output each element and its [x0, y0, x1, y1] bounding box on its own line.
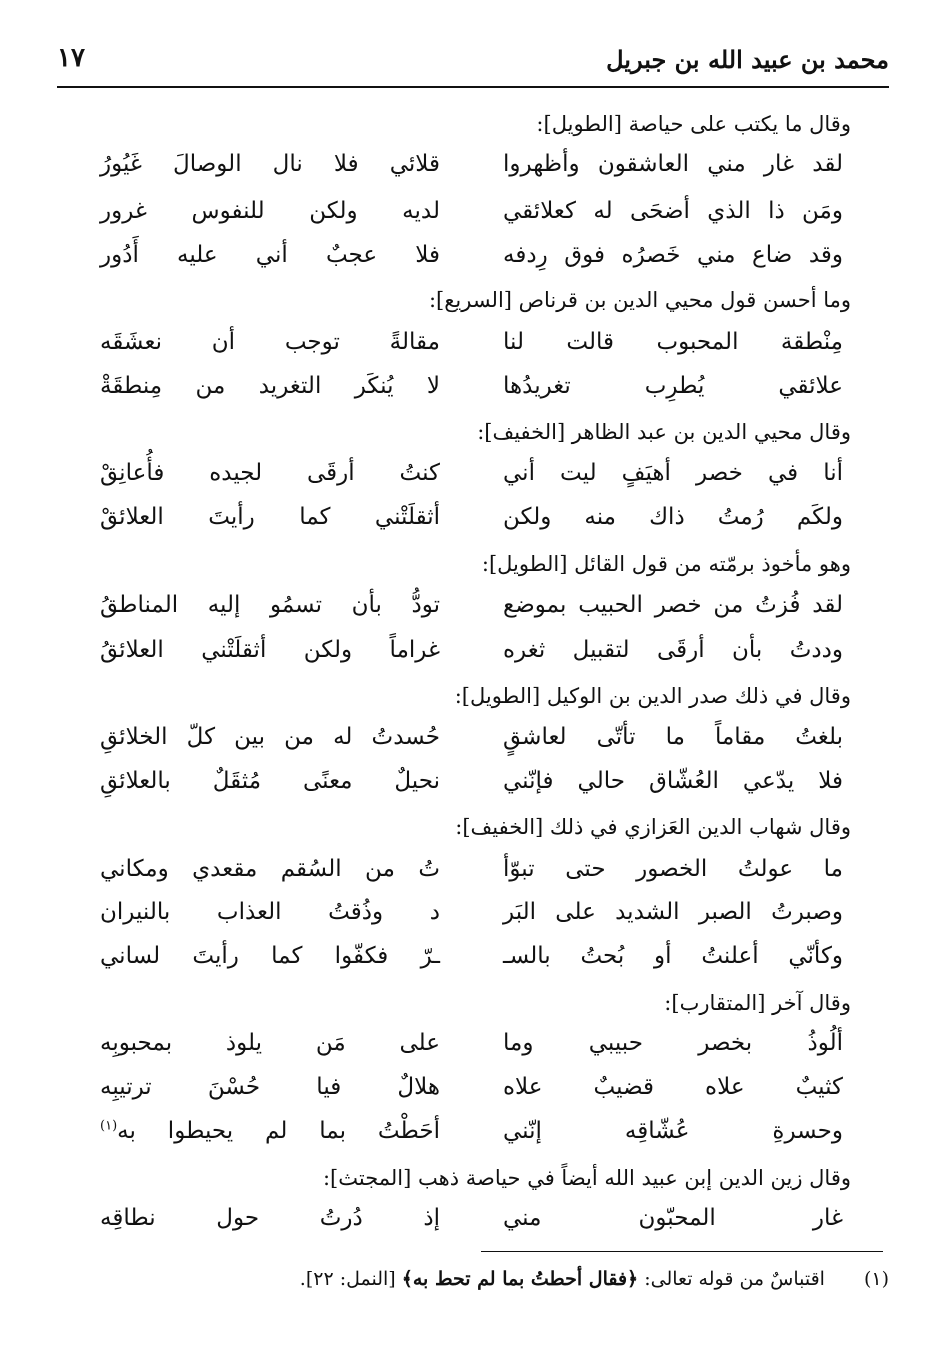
running-title: محمد بن عبيد الله بن جبريل: [606, 45, 889, 74]
verse-hemistich-right: مِنْطقة المحبوب قالت لنا: [503, 329, 843, 355]
verse-hemistich-right: علائقي يُطرِب تغريدُها: [503, 373, 843, 399]
verse-hemistich-left: أثقلَتْني كما رأيتَ العلائقْ: [100, 504, 440, 530]
verse-hemistich-left: غراماً ولكن أثقلَتْني العلائقُ: [100, 637, 440, 663]
verse-hemistich-right: لقد غار مني العاشقون وأظهروا: [503, 151, 843, 177]
verse-intro: وقال محيي الدين بن عبد الظاهر [الخفيف]:: [477, 420, 851, 444]
verse-hemistich-left: فلا عجبٌ أني عليه أَدُور: [100, 242, 440, 268]
verse-hemistich-right: بلغتُ مقاماً ما تأتّى لعاشقٍ: [503, 724, 843, 750]
verse-hemistich-right: غار المحبّون مني: [503, 1205, 843, 1231]
verse-intro: وقال زين الدين إبن عبيد الله أيضاً في حياصة ذهب [المجتث]:: [322, 1166, 851, 1190]
verse-hemistich-left: نحيلٌ معنًى مُثقَلٌ بالعلائقِ: [100, 768, 440, 794]
verse-intro: وقال ما يكتب على حياصة [الطويل]:: [536, 112, 851, 136]
page-number: ١٧: [57, 43, 85, 73]
verse-intro: وقال آخر [المتقارب]:: [664, 991, 851, 1015]
verse-hemistich-left: لديه ولكن للنفوس غرور: [100, 198, 440, 224]
verse-hemistich-left: تُ من السُقم مقعدي ومكاني: [100, 856, 440, 882]
verse-hemistich-left: على مَن يلوذ بمحبوبِه: [100, 1030, 440, 1056]
verse-hemistich-left: حُسدتُ له من بين كلّ الخلائقِ: [100, 724, 440, 750]
footnote: [59, 1264, 889, 1294]
verse-hemistich-right: أنا في خصر أهيَفٍ ليت أني: [503, 460, 843, 486]
verse-hemistich-left: [100, 1114, 440, 1148]
verse-hemistich-right: ما عولتُ الخصور حتى تبوّأ: [503, 856, 843, 882]
verse-intro: وما أحسن قول محيي الدين بن قرناص [السريع]:: [428, 288, 851, 312]
verse-hemistich-left: قلائي فلا نال الوصالَ غَيُورُ: [100, 151, 440, 177]
footnote-quran-quote: ﴿فقال أحطتُ بما لم تحط به﴾: [401, 1268, 639, 1290]
verse-hemistich-left: كنتُ أرقَى لجيده فأُعانِقْ: [100, 460, 440, 486]
verse-hemistich-right: ومَن ذا الذي أضحَى له كعلائقي: [503, 198, 843, 224]
verse-intro: وقال في ذلك صدر الدين بن الوكيل [الطويل]:: [454, 684, 851, 708]
verse-hemistich-left: هلالٌ فيا حُسْنَ ترتيبِه: [100, 1074, 440, 1100]
verse-hemistich-left: د وذُقتُ العذاب بالنيران: [100, 899, 440, 925]
footnote-text: اقتباسٌ من قوله تعالى:: [644, 1268, 825, 1290]
footnote-divider: [481, 1251, 883, 1252]
verse-hemistich-left: تودُّ بأن تسمُو إليه المناطقُ: [100, 592, 440, 618]
verse-hemistich-right: ولكَم رُمتُ ذاك منه ولكن: [503, 504, 843, 530]
verse-intro: وهو مأخوذ برمّته من قول القائل [الطويل]:: [481, 552, 851, 576]
verse-hemistich-right: وصبرتُ الصبر الشديد على البَر: [503, 899, 843, 925]
footnote-number: (١): [863, 1268, 889, 1290]
verse-hemistich-right: فلا يدّعي العُشّاق حالي فإنّني: [503, 768, 843, 794]
verse-hemistich-right: لقد فُزتُ من خصر الحبيب بموضع: [503, 592, 843, 618]
verse-hemistich-left: لا يُنكَر التغريد من مِنطقَةْ: [100, 373, 440, 399]
verse-hemistich-right: كثيبٌ علاه قضيبٌ علاه: [503, 1074, 843, 1100]
verse-hemistich-right: وقد ضاع مني خَصرُه فوق رِدفه: [503, 242, 843, 268]
verse-hemistich-left: إذ دُرتُ حول نطاقِه: [100, 1205, 440, 1231]
footnote-reference: [النمل: ٢٢].: [299, 1268, 396, 1290]
verse-hemistich-left: مقالةً توجب أن نعشَقَه: [100, 329, 440, 355]
verse-hemistich-right: وكأنّي أعلنتُ أو بُحتُ بالسـ: [503, 943, 843, 969]
hemistich-text: أحَطْتُ بما لم يحيطوا به: [117, 1118, 440, 1144]
verse-hemistich-left: ـرّ فكفّوا كما رأيتَ لساني: [100, 943, 440, 969]
verse-hemistich-right: وحسرةِ عُشّاقِه إنّني: [503, 1118, 843, 1144]
footnote-marker[interactable]: (١): [100, 1118, 118, 1134]
verse-hemistich-right: وددتُ بأن أرقَى لتقبيل ثغره: [503, 637, 843, 663]
verse-hemistich-right: ألُوذُ بخصر حبيبي وما: [503, 1030, 843, 1056]
page-header: [57, 38, 889, 88]
verse-intro: وقال شهاب الدين العَزازي في ذلك [الخفيف]:: [455, 815, 851, 839]
